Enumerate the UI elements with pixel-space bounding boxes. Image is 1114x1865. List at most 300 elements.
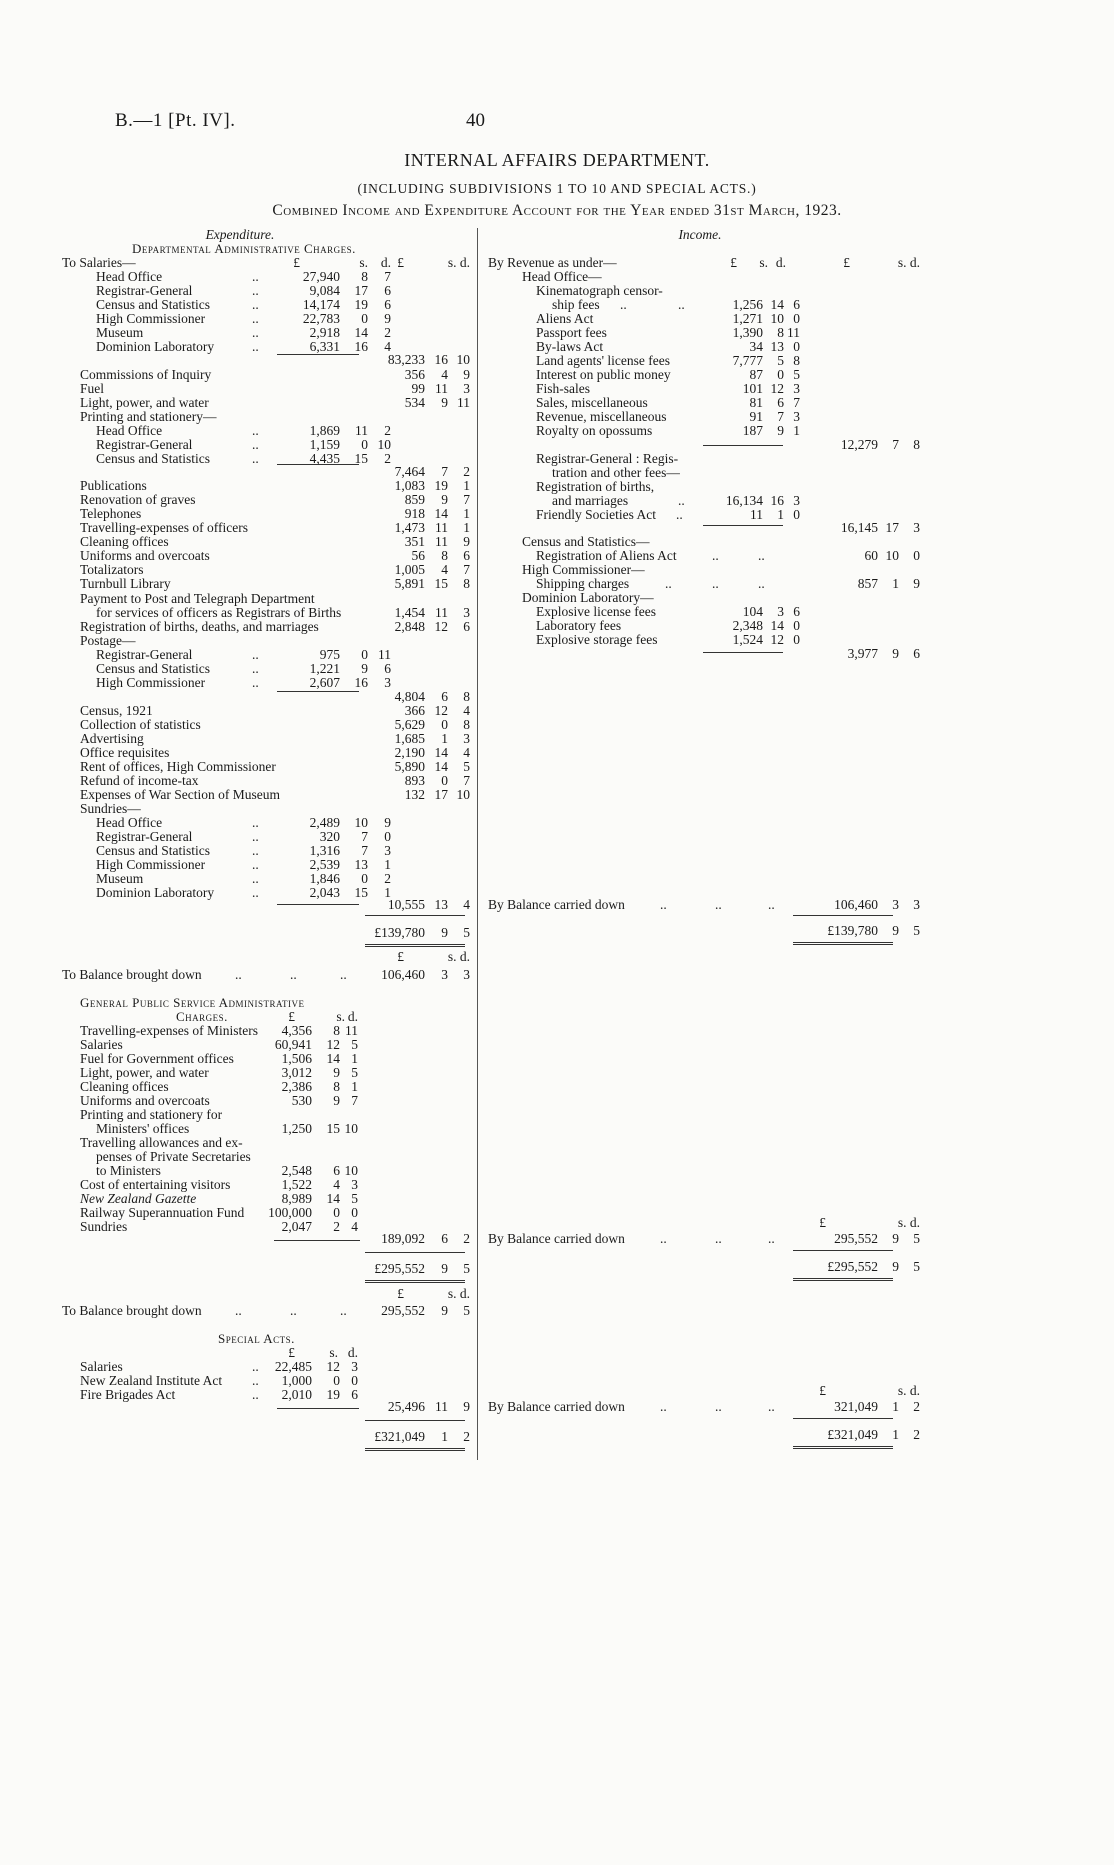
registration-label: Registration of births, deaths, and marriages [80, 619, 319, 634]
salary-item-pence: 4 [384, 339, 391, 354]
salary-item-pence: 6 [384, 283, 391, 298]
expense-item-pounds: 56 [411, 548, 425, 563]
dot-leader: .. [676, 507, 683, 522]
income-item-pence: 8 [793, 353, 800, 368]
dot-leader: .. [660, 1399, 667, 1414]
sundries-label: Sundries— [80, 801, 141, 816]
expense-item-shillings: 1 [441, 731, 448, 746]
head-office-total-pence: 8 [913, 437, 920, 452]
gps-item-pounds: 8,989 [281, 1191, 312, 1206]
sundry-item-pence: 1 [384, 885, 391, 900]
dot-leader: .. [252, 283, 259, 298]
printing-item-label: Census and Statistics [96, 451, 210, 466]
gps-item-shillings: 14 [326, 1191, 340, 1206]
dot-leader: .. [660, 1231, 667, 1246]
gps-item-pounds: 100,000 [268, 1205, 312, 1220]
expense-item-label: Travelling-expenses of officers [80, 520, 248, 535]
total-double-rule [793, 1446, 893, 1449]
dot-leader: .. [290, 1303, 297, 1318]
special-item-shillings: 19 [326, 1387, 340, 1402]
balance-carried-down-2-pence: 5 [913, 1231, 920, 1246]
registrar-general-line4: and marriages [552, 493, 629, 508]
sundry-item-pence: 2 [384, 871, 391, 886]
salary-item-shillings: 0 [361, 311, 368, 326]
income-total-1-shillings: 9 [892, 923, 899, 938]
registration-amount-pounds: 2,848 [394, 619, 425, 634]
dot-leader: .. [758, 576, 765, 591]
registrar-general-line2: tration and other fees— [552, 465, 680, 480]
registration-births-amount-pounds: 16,134 [725, 493, 763, 508]
expenditure-heading: Expenditure. [205, 227, 275, 242]
dot-leader: .. [660, 897, 667, 912]
expenditure-total-2-shillings: 9 [441, 1261, 448, 1276]
sundries-total-pence: 4 [463, 897, 470, 912]
salary-item-shillings: 19 [354, 297, 368, 312]
sundry-item-pence: 0 [384, 829, 391, 844]
col-pounds-header: £ [288, 1345, 295, 1360]
expense-item-pounds: 1,685 [394, 731, 425, 746]
postage-item-shillings: 0 [361, 647, 368, 662]
col-pence-header: d. [380, 255, 391, 270]
gps-item-pounds: 2,047 [281, 1219, 312, 1234]
col-shillings-header: s. [359, 255, 368, 270]
special-item-pence: 0 [351, 1373, 358, 1388]
balance-brought-down-2-pence: 5 [463, 1303, 470, 1318]
gps-item-shillings: 12 [326, 1037, 340, 1052]
gps-item-pence: 4 [351, 1219, 358, 1234]
income-item-pence: 3 [793, 409, 800, 424]
expense-item-shillings: 14 [434, 506, 448, 521]
balance-carried-down-1-shillings: 3 [892, 897, 899, 912]
expense-item-pence: 9 [463, 367, 470, 382]
laboratory-item-shillings: 3 [777, 604, 784, 619]
col-pounds-header: £ [819, 1383, 826, 1398]
dot-leader: .. [252, 339, 259, 354]
sundry-item-shillings: 0 [361, 871, 368, 886]
laboratory-item-shillings: 14 [770, 618, 784, 633]
payment-amount-shillings: 11 [435, 605, 448, 620]
dot-leader: .. [252, 451, 259, 466]
dot-leader: .. [768, 897, 775, 912]
expense-item-pounds: 534 [404, 395, 425, 410]
expenditure-total-3-pounds: £321,049 [374, 1429, 425, 1444]
kinematograph-line1: Kinematograph censor- [536, 283, 663, 298]
income-item-pence: 0 [793, 339, 800, 354]
dot-leader: .. [715, 897, 722, 912]
gps-travel-line2: penses of Private Secretaries [96, 1149, 251, 1164]
printing-total-pence: 2 [463, 464, 470, 479]
expense-item-pounds: 1,083 [394, 478, 425, 493]
expense-item-label: Advertising [80, 731, 144, 746]
printing-total-pounds: 7,464 [394, 464, 425, 479]
sundry-item-pounds: 1,316 [309, 843, 340, 858]
census-statistics-total-pence: 0 [913, 548, 920, 563]
income-item-label: Revenue, miscellaneous [536, 409, 667, 424]
income-total-1-pence: 5 [913, 923, 920, 938]
head-office-total-pounds: 12,279 [840, 437, 878, 452]
printing-item-shillings: 15 [354, 451, 368, 466]
gps-item-label: Light, power, and water [80, 1065, 209, 1080]
postage-item-pounds: 975 [319, 647, 340, 662]
high-commissioner-label: High Commissioner— [522, 562, 645, 577]
total-double-rule [365, 1448, 465, 1451]
expense-item-pence: 4 [463, 745, 470, 760]
sundry-item-shillings: 7 [361, 829, 368, 844]
sundry-item-label: Dominion Laboratory [96, 885, 215, 900]
expense-item-pounds: 918 [404, 506, 425, 521]
col-pence-header: d. [347, 1009, 358, 1024]
dot-leader: .. [758, 548, 765, 563]
total-rule [793, 915, 893, 916]
col-sd-header: s. d. [897, 1383, 920, 1398]
gps-item-label: Fuel for Government offices [80, 1051, 234, 1066]
expense-item-pence: 7 [463, 562, 470, 577]
expense-item-pence: 3 [463, 381, 470, 396]
dominion-laboratory-total-pence: 6 [913, 646, 920, 661]
col-pounds-header: £ [730, 255, 737, 270]
dot-leader: .. [252, 269, 259, 284]
laboratory-item-shillings: 12 [770, 632, 784, 647]
printing-item-pence: 2 [384, 451, 391, 466]
gps-item-shillings: 0 [333, 1205, 340, 1220]
income-item-label: Aliens Act [536, 311, 594, 326]
expense-item-shillings: 15 [434, 576, 448, 591]
expense-item-pounds: 5,890 [394, 759, 425, 774]
dot-leader: .. [715, 1231, 722, 1246]
printing-item-pounds: 1,159 [309, 437, 340, 452]
payment-label-line2: for services of officers as Registrars of Births [96, 605, 342, 620]
income-item-label: Royalty on opossums [536, 423, 653, 438]
salary-item-label: Head Office [96, 269, 163, 284]
kinematograph-fees-pounds: 1,256 [732, 297, 763, 312]
printing-item-pounds: 4,435 [309, 451, 340, 466]
expense-item-shillings: 17 [434, 787, 448, 802]
income-item-shillings: 10 [770, 311, 784, 326]
gps-travel-line3: to Ministers [96, 1163, 161, 1178]
postage-item-label: Census and Statistics [96, 661, 210, 676]
gps-item-pence: 5 [351, 1191, 358, 1206]
expense-item-label: Cleaning offices [80, 534, 169, 549]
postage-item-pence: 6 [384, 661, 391, 676]
col-sd-header: s. d. [447, 949, 470, 964]
expense-item-shillings: 11 [435, 381, 448, 396]
income-item-shillings: 9 [777, 423, 784, 438]
expense-item-shillings: 14 [434, 745, 448, 760]
sundry-item-label: Registrar-General [96, 829, 193, 844]
dot-leader: .. [252, 1387, 259, 1402]
expense-item-label: Turnbull Library [80, 576, 171, 591]
gps-heading: General Public Service Administrative [80, 995, 305, 1010]
salary-item-label: Census and Statistics [96, 297, 210, 312]
expense-item-label: Collection of statistics [80, 717, 201, 732]
col-shillings-header: s. [759, 255, 768, 270]
registrar-general-total-pence: 3 [913, 520, 920, 535]
expense-item-label: Expenses of War Section of Museum [80, 787, 281, 802]
income-item-pounds: 1,271 [732, 311, 763, 326]
col2-pounds-header: £ [843, 255, 850, 270]
expenditure-total-1-shillings: 9 [441, 925, 448, 940]
sundry-item-label: Museum [96, 871, 144, 886]
dot-leader: .. [715, 1399, 722, 1414]
registration-births-amount-pence: 3 [793, 493, 800, 508]
sundry-item-label: Census and Statistics [96, 843, 210, 858]
expense-item-shillings: 9 [441, 395, 448, 410]
gps-item-label: Railway Superannuation Fund [80, 1205, 245, 1220]
kinematograph-line2: ship fees [552, 297, 600, 312]
gps-item-label: New Zealand Gazette [80, 1191, 197, 1206]
account-title: Combined Income and Expenditure Account for the Year ended 31st March, 1923. [272, 202, 842, 219]
expenditure-total-3-shillings: 1 [441, 1429, 448, 1444]
expense-item-label: Census, 1921 [80, 703, 153, 718]
head-office-total-shillings: 7 [892, 437, 899, 452]
high-commissioner-total-pence: 9 [913, 576, 920, 591]
dot-leader: .. [252, 675, 259, 690]
gps-item-pence: 1 [351, 1079, 358, 1094]
income-item-shillings: 0 [777, 367, 784, 382]
postage-item-pounds: 2,607 [309, 675, 340, 690]
income-item-label: Land agents' license fees [536, 353, 670, 368]
salary-item-shillings: 8 [361, 269, 368, 284]
departmental-charges-heading: Departmental Administrative Charges. [132, 241, 356, 256]
printing-item-shillings: 0 [361, 437, 368, 452]
expense-item-label: Totalizators [80, 562, 144, 577]
expenditure-total-1-pounds: £139,780 [374, 925, 425, 940]
dot-leader: .. [340, 967, 347, 982]
gps-total-shillings: 6 [441, 1231, 448, 1246]
sundry-item-shillings: 10 [354, 815, 368, 830]
expense-item-label: Light, power, and water [80, 395, 209, 410]
expense-item-pence: 10 [456, 787, 470, 802]
subtotal-rule [703, 652, 783, 653]
salary-item-shillings: 16 [354, 339, 368, 354]
expense-item-label: Telephones [80, 506, 142, 521]
printing-item-pence: 10 [377, 437, 391, 452]
income-heading: Income. [678, 227, 722, 242]
dot-leader: .. [252, 423, 259, 438]
expense-item-pence: 1 [463, 520, 470, 535]
income-total-1-pounds: £139,780 [827, 923, 878, 938]
postage-item-pounds: 1,221 [309, 661, 340, 676]
gps-travel-amount-shillings: 6 [333, 1163, 340, 1178]
gps-item-pounds: 4,356 [281, 1023, 312, 1038]
special-item-pence: 3 [351, 1359, 358, 1374]
expense-item-pounds: 366 [404, 703, 425, 718]
expense-item-pounds: 1,473 [394, 520, 425, 535]
gps-item-shillings: 8 [333, 1023, 340, 1038]
dot-leader: .. [252, 885, 259, 900]
income-item-label: Passport fees [536, 325, 607, 340]
laboratory-item-pounds: 2,348 [732, 618, 763, 633]
gps-travel-line1: Travelling allowances and ex- [80, 1135, 243, 1150]
balance-carried-down-label: By Balance carried down [488, 1399, 625, 1414]
dot-leader: .. [252, 325, 259, 340]
balance-brought-down-2-pounds: 295,552 [381, 1303, 425, 1318]
sundry-item-pence: 3 [384, 843, 391, 858]
col-pounds-header: £ [397, 949, 404, 964]
gps-item-pence: 1 [351, 1051, 358, 1066]
expenditure-total-3-pence: 2 [463, 1429, 470, 1444]
sundry-item-shillings: 15 [354, 885, 368, 900]
special-item-label: New Zealand Institute Act [80, 1373, 223, 1388]
printing-item-shillings: 11 [355, 423, 368, 438]
census-statistics-total-pounds: 60 [864, 548, 878, 563]
postage-item-pence: 3 [384, 675, 391, 690]
sundry-item-shillings: 13 [354, 857, 368, 872]
income-total-2-pounds: £295,552 [827, 1259, 878, 1274]
income-item-pounds: 1,390 [732, 325, 763, 340]
expense-item-pounds: 99 [411, 381, 425, 396]
laboratory-item-pence: 6 [793, 604, 800, 619]
gps-item-shillings: 9 [333, 1065, 340, 1080]
registration-births-amount-shillings: 16 [770, 493, 784, 508]
gps-travel-amount-pence: 10 [344, 1163, 358, 1178]
gps-item-pence: 0 [351, 1205, 358, 1220]
balance-brought-down-label: To Balance brought down [62, 1303, 202, 1318]
dot-leader: .. [252, 1373, 259, 1388]
expense-item-pence: 9 [463, 534, 470, 549]
sundries-total-shillings: 13 [434, 897, 448, 912]
income-item-shillings: 6 [777, 395, 784, 410]
registrar-general-line3: Registration of births, [536, 479, 655, 494]
gps-total-pounds: 189,092 [381, 1231, 425, 1246]
gps-item-pounds: 530 [291, 1093, 312, 1108]
salary-item-pounds: 14,174 [302, 297, 340, 312]
sundries-total-pounds: 10,555 [387, 897, 425, 912]
printing-item-pence: 2 [384, 423, 391, 438]
col-pounds-header: £ [397, 1286, 404, 1301]
col-pounds-header: £ [288, 1009, 295, 1024]
expense-item-label: Office requisites [80, 745, 170, 760]
total-rule [365, 1420, 465, 1421]
friendly-societies-amount-pounds: 11 [750, 507, 763, 522]
registrar-general-total-pounds: 16,145 [840, 520, 878, 535]
gps-item-pounds: 1,506 [281, 1051, 312, 1066]
expense-item-pence: 7 [463, 773, 470, 788]
balance-carried-down-3-shillings: 1 [892, 1399, 899, 1414]
payment-amount-pence: 3 [463, 605, 470, 620]
income-item-label: By-laws Act [536, 339, 604, 354]
special-item-label: Fire Brigades Act [80, 1387, 176, 1402]
balance-carried-down-label: By Balance carried down [488, 1231, 625, 1246]
postage-item-shillings: 16 [354, 675, 368, 690]
registration-amount-shillings: 12 [434, 619, 448, 634]
salary-item-shillings: 14 [354, 325, 368, 340]
dot-leader: .. [252, 661, 259, 676]
gps-item-label: Cleaning offices [80, 1079, 169, 1094]
special-item-pounds: 2,010 [281, 1387, 312, 1402]
sundry-item-pounds: 2,043 [309, 885, 340, 900]
dot-leader: .. [712, 576, 719, 591]
postage-label: Postage— [80, 633, 136, 648]
postage-total-pence: 8 [463, 689, 470, 704]
gps-item-pounds: 2,386 [281, 1079, 312, 1094]
col2-pounds-header: £ [397, 255, 404, 270]
subtitle: (INCLUDING SUBDIVISIONS 1 TO 10 AND SPECIAL ACTS.) [357, 181, 757, 196]
sundry-item-label: High Commissioner [96, 857, 206, 872]
gps-item-label: Cost of entertaining visitors [80, 1177, 231, 1192]
special-total-pounds: 25,496 [387, 1399, 425, 1414]
income-item-pounds: 81 [749, 395, 763, 410]
gps-item-shillings: 8 [333, 1079, 340, 1094]
income-total-3-shillings: 1 [892, 1427, 899, 1442]
column-divider [477, 228, 478, 1460]
balance-carried-down-2-shillings: 9 [892, 1231, 899, 1246]
income-item-shillings: 8 [777, 325, 784, 340]
special-item-pence: 6 [351, 1387, 358, 1402]
dot-leader: .. [235, 1303, 242, 1318]
special-item-pounds: 1,000 [281, 1373, 312, 1388]
dot-leader: .. [665, 576, 672, 591]
salary-item-pounds: 2,918 [309, 325, 340, 340]
expense-item-pence: 1 [463, 506, 470, 521]
salaries-total-shillings: 16 [434, 352, 448, 367]
expense-item-pence: 3 [463, 731, 470, 746]
gps-item-shillings: 14 [326, 1051, 340, 1066]
head-office-label: Head Office— [522, 269, 602, 284]
gps-printing-line2: Ministers' offices [96, 1121, 190, 1136]
census-statistics-total-shillings: 10 [885, 548, 899, 563]
dot-leader: .. [620, 297, 627, 312]
sundry-item-label: Head Office [96, 815, 163, 830]
income-item-pence: 0 [793, 311, 800, 326]
expense-item-label: Renovation of graves [80, 492, 196, 507]
expense-item-pounds: 132 [404, 787, 425, 802]
expense-item-pounds: 5,629 [394, 717, 425, 732]
income-total-2-pence: 5 [913, 1259, 920, 1274]
high-commissioner-total-shillings: 1 [892, 576, 899, 591]
expense-item-label: Publications [80, 478, 147, 493]
printing-label: Printing and stationery— [80, 409, 217, 424]
laboratory-item-pence: 0 [793, 632, 800, 647]
expense-item-pence: 1 [463, 478, 470, 493]
expense-item-shillings: 11 [435, 534, 448, 549]
special-acts-heading: Special Acts. [218, 1331, 295, 1346]
col-sd-header: s. d. [897, 1215, 920, 1230]
total-double-rule [365, 1280, 465, 1283]
salaries-label: To Salaries— [62, 255, 136, 270]
gps-item-label: Salaries [80, 1037, 123, 1052]
expense-item-shillings: 9 [441, 492, 448, 507]
income-item-label: Interest on public money [536, 367, 671, 382]
expense-item-pence: 8 [463, 717, 470, 732]
income-item-pence: 7 [793, 395, 800, 410]
gps-item-pence: 5 [351, 1037, 358, 1052]
gps-item-label: Sundries [80, 1219, 128, 1234]
salary-item-pounds: 22,783 [302, 311, 340, 326]
income-item-shillings: 5 [777, 353, 784, 368]
dot-leader: .. [678, 297, 685, 312]
dot-leader: .. [252, 437, 259, 452]
gps-printing-amount-pounds: 1,250 [281, 1121, 312, 1136]
expenditure-total-1-pence: 5 [463, 925, 470, 940]
salary-item-shillings: 17 [354, 283, 368, 298]
expense-item-shillings: 14 [434, 759, 448, 774]
income-item-pounds: 7,777 [732, 353, 763, 368]
salary-item-label: High Commissioner [96, 311, 206, 326]
dot-leader: .. [252, 843, 259, 858]
income-item-label: Sales, miscellaneous [536, 395, 648, 410]
gps-printing-amount-pence: 10 [344, 1121, 358, 1136]
expense-item-pence: 5 [463, 759, 470, 774]
income-item-pence: 5 [793, 367, 800, 382]
col-pounds-header: £ [819, 1215, 826, 1230]
salary-item-label: Registrar-General [96, 283, 193, 298]
gps-item-label: Travelling-expenses of Ministers [80, 1023, 258, 1038]
sundry-item-pounds: 320 [319, 829, 340, 844]
expense-item-pence: 8 [463, 576, 470, 591]
income-total-2-shillings: 9 [892, 1259, 899, 1274]
expense-item-pence: 6 [463, 548, 470, 563]
